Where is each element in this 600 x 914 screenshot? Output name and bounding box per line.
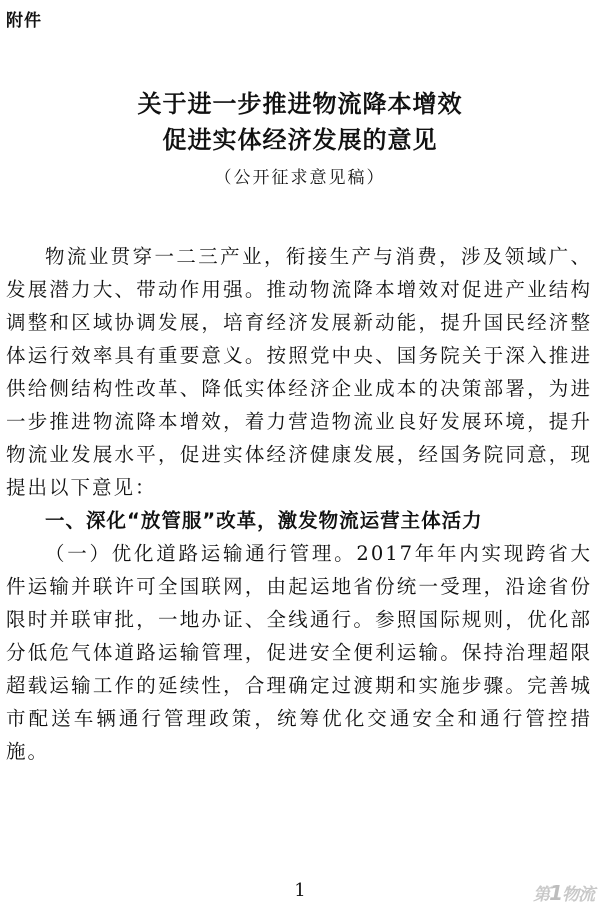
intro-paragraph: 物流业贯穿一二三产业，衔接生产与消费，涉及领域广、发展潜力大、带动作用强。推动物流降本增效对促进产业结构调整和区域协调发展，培育经济发展新动能，提升国民经济整体运行效率具有重要意义。按照党中央、国务院关于深入推进供给侧结构性改革、降低实体经济企业成本的决策部署，为进一步推进物流降本增效，着力营造物流业良好发展环境，提升物流业发展水平，促进实体经济健康发展，经国务院同意，现提出以下意见： (6, 245, 592, 499)
subsection-paragraph: （一）优化道路运输通行管理。2017年年内实现跨省大件运输并联许可全国联网，由起运地省份统一受理，沿途省份限时并联审批，一地办证、全线通行。参照国际规则，优化部分低危气体道路运输管理，促进安全便利运输。保持治理超限超载运输工作的延续性，合理确定过渡期和实施步骤。完善城市配送车辆通行管理政策，统筹优化交通安全和通行管控措施。 (6, 542, 592, 763)
document-title-line1: 关于进一步推进物流降本增效 (137, 89, 463, 118)
document-title-line2: 促进实体经济发展的意见 (162, 125, 438, 154)
document-body (6, 240, 592, 768)
watermark-logo: 第1物流 (533, 881, 594, 905)
attachment-label: 附件 (6, 11, 42, 31)
section-heading: 一、深化“放管服”改革，激发物流运营主体活力 (45, 509, 483, 532)
document-subtitle: （公开征求意见稿） (214, 168, 386, 188)
page-number: 1 (294, 880, 306, 901)
